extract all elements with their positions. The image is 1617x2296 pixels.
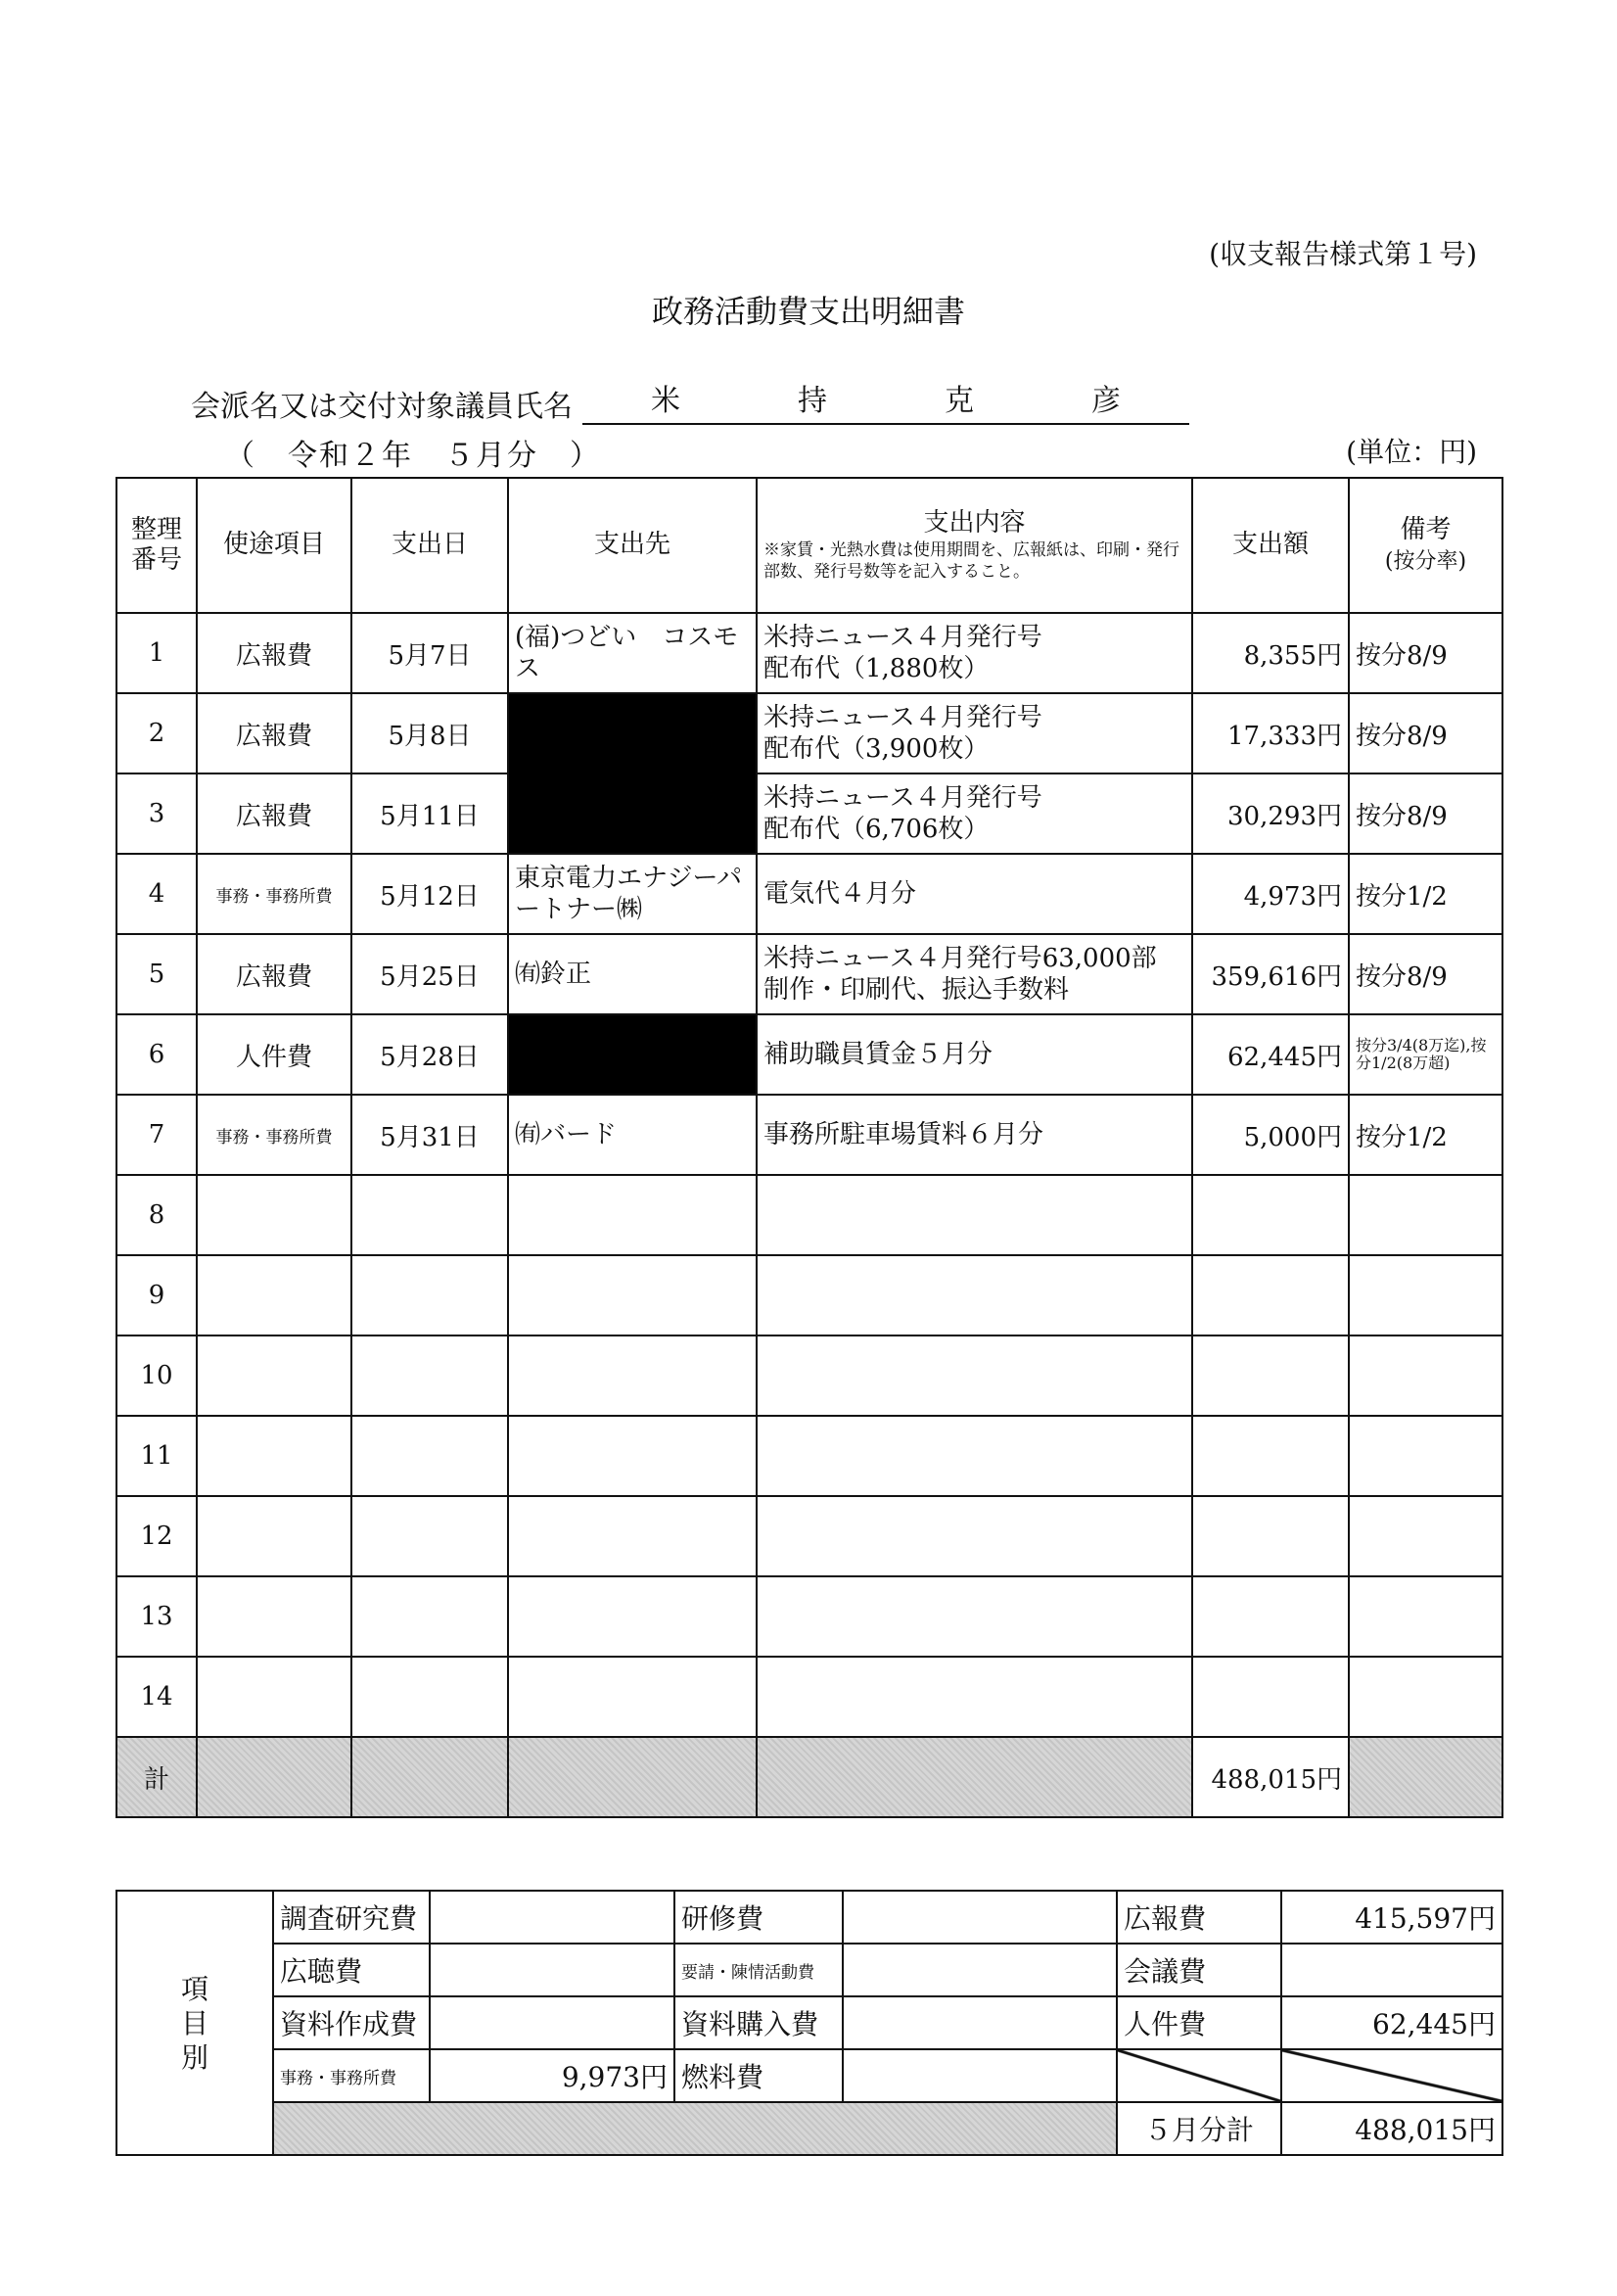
row-amount: 359,616円 [1192,934,1349,1014]
header-content-title: 支出内容 [923,508,1026,539]
total-amount: 488,015円 [1192,1737,1349,1817]
summary-value: 62,445円 [1281,1996,1502,2049]
member-row [191,376,1189,425]
table-row [116,1095,1502,1175]
table-row [116,773,1502,854]
empty-row [116,1335,1502,1416]
row-payee: ㈲鈴正 [508,934,757,1014]
table-row [116,1014,1502,1095]
row-content: 米持ニュース４月発行号63,000部 制作・印刷代、振込手数料 [757,934,1192,1014]
row-amount: 17,333円 [1192,693,1349,773]
row-amount: 30,293円 [1192,773,1349,854]
row-remarks: 按分8/9 [1349,693,1502,773]
member-name-char: 米 [651,384,680,418]
summary-value [843,1944,1117,1996]
header-date: 支出日 [351,478,508,613]
summary-label: 燃料費 [674,2049,843,2102]
empty-row [116,1416,1502,1496]
summary-row [116,1891,1502,1944]
row-no: 12 [116,1496,197,1576]
row-no: 14 [116,1657,197,1737]
member-name [582,376,1189,425]
summary-value [430,1996,674,2049]
row-no: 4 [116,854,197,934]
row-no: 2 [116,693,197,773]
summary-label: 研修費 [674,1891,843,1944]
row-amount: 4,973円 [1192,854,1349,934]
row-content: 補助職員賃金５月分 [757,1014,1192,1095]
summary-label: 会議費 [1117,1944,1281,1996]
summary-label: 調査研究費 [273,1891,430,1944]
row-payee: ㈲バード [508,1095,757,1175]
row-date: 5月25日 [351,934,508,1014]
summary-value: 415,597円 [1281,1891,1502,1944]
row-date: 5月7日 [351,613,508,693]
period: （ 令和２年 ５月分 ） [225,439,601,473]
row-no: 8 [116,1175,197,1255]
summary-row [116,2102,1502,2155]
form-number: (収支報告様式第１号) [1209,238,1477,270]
summary-label: 広聴費 [273,1944,430,1996]
total-row [116,1737,1502,1817]
header-content [757,478,1192,613]
row-date: 5月8日 [351,693,508,773]
row-no: 11 [116,1416,197,1496]
summary-section-label: 項目別 [116,1891,273,2155]
header-remarks-sub: (按分率) [1384,549,1467,574]
table-header-row [116,478,1502,613]
row-no: 3 [116,773,197,854]
summary-label: 資料購入費 [674,1996,843,2049]
category-summary-table [116,1890,1503,2156]
row-category: 広報費 [197,934,351,1014]
expense-table [116,477,1503,1818]
row-category: 人件費 [197,1014,351,1095]
month-total-value: 488,015円 [1281,2102,1502,2155]
row-no: 5 [116,934,197,1014]
header-category: 使途項目 [197,478,351,613]
row-category: 事務・事務所費 [197,1095,351,1175]
row-no: 7 [116,1095,197,1175]
row-no: 1 [116,613,197,693]
row-date: 5月11日 [351,773,508,854]
summary-value: 9,973円 [430,2049,674,2102]
summary-value [430,1944,674,1996]
summary-label: 要請・陳情活動費 [674,1944,843,1996]
summary-label: 広報費 [1117,1891,1281,1944]
row-no: 13 [116,1576,197,1657]
member-label: 会派名又は交付対象議員氏名 [191,390,573,424]
row-date: 5月31日 [351,1095,508,1175]
row-content: 米持ニュース４月発行号 配布代（1,880枚） [757,613,1192,693]
summary-row [116,2049,1502,2102]
summary-value [1281,1944,1502,1996]
summary-value [843,2049,1117,2102]
row-amount: 62,445円 [1192,1014,1349,1095]
row-no: 10 [116,1335,197,1416]
row-no: 6 [116,1014,197,1095]
summary-row [116,1944,1502,1996]
row-date: 5月12日 [351,854,508,934]
member-name-char: 彦 [1091,384,1121,418]
row-date: 5月28日 [351,1014,508,1095]
row-payee: (福)つどい コスモス [508,613,757,693]
summary-value [843,1996,1117,2049]
row-amount: 8,355円 [1192,613,1349,693]
table-row [116,854,1502,934]
row-category: 広報費 [197,613,351,693]
row-remarks: 按分8/9 [1349,773,1502,854]
row-remarks: 按分3/4(8万迄),按分1/2(8万超) [1349,1014,1502,1095]
page-title: 政務活動費支出明細書 [651,293,965,330]
total-label: 計 [116,1737,197,1817]
row-payee-redacted [508,1014,757,1095]
empty-row [116,1496,1502,1576]
row-category: 広報費 [197,693,351,773]
row-content: 事務所駐車場賃料６月分 [757,1095,1192,1175]
unit-label: (単位：円) [1346,436,1477,468]
header-remarks-title: 備考 [1400,514,1452,544]
summary-value [430,1891,674,1944]
empty-row [116,1576,1502,1657]
table-row [116,934,1502,1014]
diagonal-cell [1117,2049,1281,2102]
table-row [116,613,1502,693]
row-payee-redacted [508,693,757,854]
summary-value [843,1891,1117,1944]
summary-label: 資料作成費 [273,1996,430,2049]
row-remarks: 按分8/9 [1349,613,1502,693]
table-row [116,693,1502,773]
summary-label: 事務・事務所費 [273,2049,430,2102]
member-name-char: 克 [945,384,974,418]
header-no: 整理番号 [116,478,197,613]
row-no: 9 [116,1255,197,1335]
shaded-cell [273,2102,1117,2155]
summary-label: 人件費 [1117,1996,1281,2049]
row-amount: 5,000円 [1192,1095,1349,1175]
row-content: 米持ニュース４月発行号 配布代（6,706枚） [757,773,1192,854]
row-category: 事務・事務所費 [197,854,351,934]
month-total-label: ５月分計 [1117,2102,1281,2155]
row-category: 広報費 [197,773,351,854]
header-remarks [1349,478,1502,613]
row-remarks: 按分1/2 [1349,854,1502,934]
header-content-note: ※家賃・光熱水費は使用期間を、広報紙は、印刷・発行部数、発行号数等を記入すること。 [763,539,1179,582]
row-content: 電気代４月分 [757,854,1192,934]
empty-row [116,1255,1502,1335]
empty-row [116,1175,1502,1255]
empty-row [116,1657,1502,1737]
header-amount: 支出額 [1192,478,1349,613]
row-remarks: 按分8/9 [1349,934,1502,1014]
diagonal-cell [1281,2049,1502,2102]
row-content: 米持ニュース４月発行号 配布代（3,900枚） [757,693,1192,773]
row-payee: 東京電力エナジーパートナー㈱ [508,854,757,934]
header-payee: 支出先 [508,478,757,613]
row-remarks: 按分1/2 [1349,1095,1502,1175]
summary-row [116,1996,1502,2049]
member-name-char: 持 [798,384,827,418]
